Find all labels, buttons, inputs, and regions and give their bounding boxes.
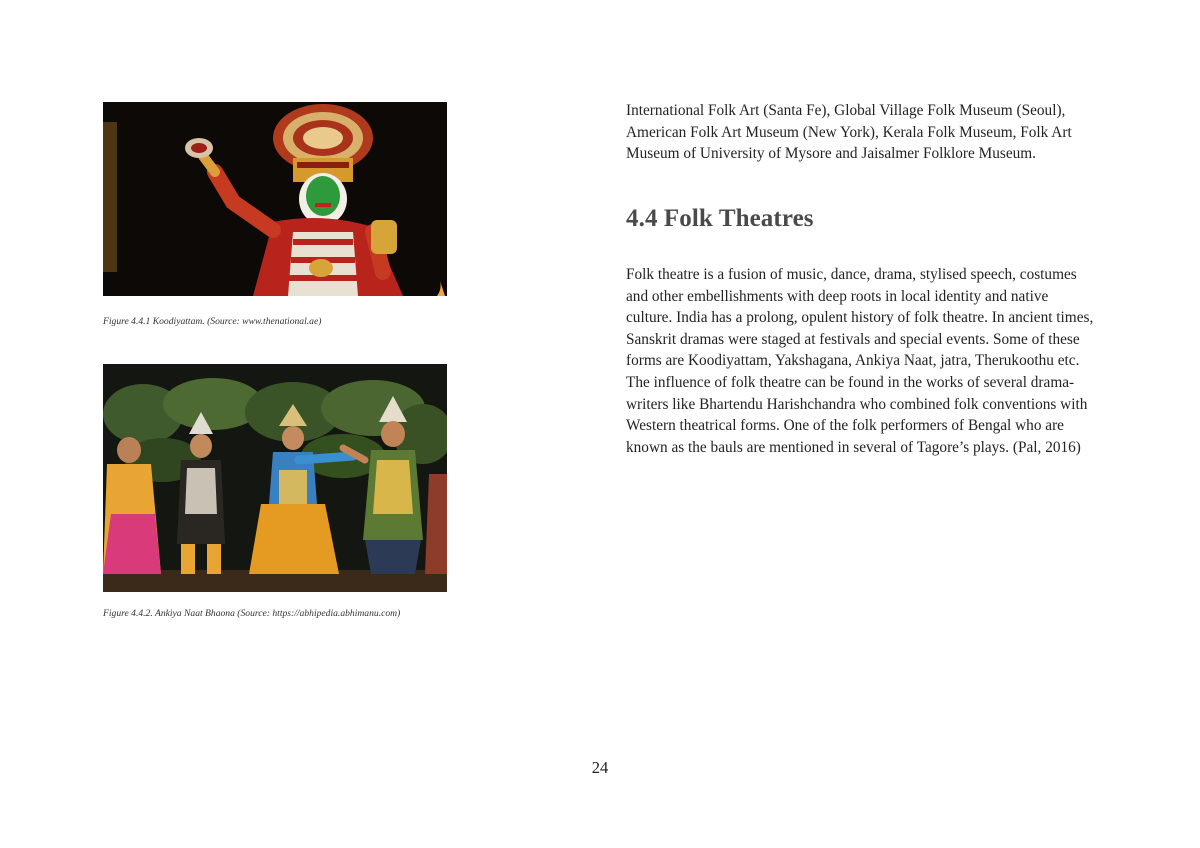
section-body-paragraph: Folk theatre is a fusion of music, dance, drama, stylised speech, costumes and other embellishments with deep roots in local identity and native culture. India has a prolong, opulent history of folk theatre. In ancient times, Sanskrit dramas were staged at festivals and special events. Some of these forms are Koodiyattam, Yakshagana, Ankiya Naat, jatra, Therukoothu etc. The influence of folk theatre can be found in the works of several drama-writers like Bhartendu Harishchandra who combined folk conventions with Western theatrical forms. One of the folk performers of Bengal who are known as the bauls are mentioned in several of Tagore’s plays. (Pal, 2016) [626, 266, 1094, 456]
section-heading: 4.4 Folk Theatres [626, 205, 814, 232]
figure-ankiya-naat [103, 364, 447, 592]
koodiyattam-photo [103, 102, 447, 296]
ankiya-naat-photo [103, 364, 447, 592]
page-number: 24 [591, 758, 609, 777]
figure-caption: Figure 4.4.2. Ankiya Naat Bhaona (Source: https://abhipedia.abhimanu.com) [103, 608, 401, 619]
figure-caption: Figure 4.4.1 Koodiyattam. (Source: www.thenational.ae) [103, 316, 322, 327]
intro-paragraph: International Folk Art (Santa Fe), Global Village Folk Museum (Seoul), American Folk Art Museum (New York), Kerala Folk Museum, Folk Art Museum of University of Mysore and Jaisalmer Folklore Museum. [626, 102, 1072, 163]
figure-koodiyattam [103, 102, 447, 296]
